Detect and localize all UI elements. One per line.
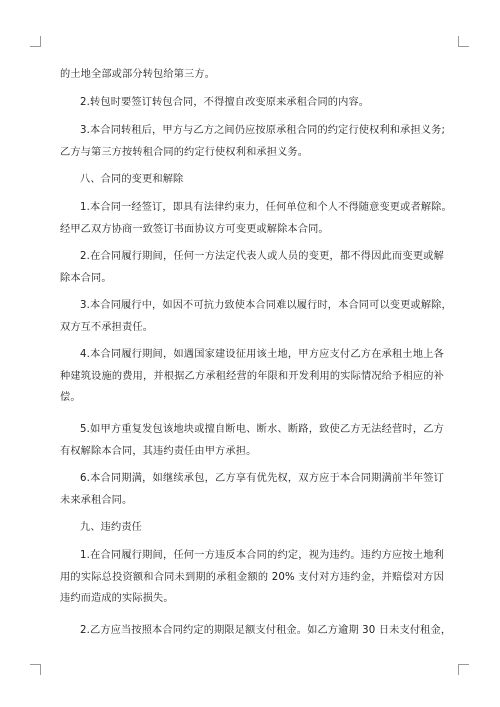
text-line: 1.本合同一经签订，即具有法律约束力，任何单位和个人不得随意变更或者解除。	[80, 202, 452, 213]
text-line: 乙方与第三方按转租合同的约定行使权利和承担义务。	[60, 146, 309, 158]
text-line: 偿。	[60, 392, 81, 403]
clause-8-2	[60, 246, 444, 289]
section-heading-9	[60, 517, 444, 539]
clause-9-1	[60, 545, 444, 610]
crop-mark-bottom-left	[30, 664, 41, 675]
heading-text: 九、违约责任	[80, 522, 143, 533]
clause-8-6	[60, 468, 444, 511]
clause-8-1	[60, 197, 452, 240]
clause-8-5	[60, 419, 444, 462]
text-line: 经甲乙双方协商一致签订书面协议方可变更或解除本合同。	[60, 223, 329, 235]
heading-text: 八、合同的变更和解除	[80, 174, 184, 185]
text-line: 6.本合同期满，如继续承包，乙方享有优先权，双方应于本合同期满前半年签订	[80, 473, 444, 484]
text-line: 5.如甲方重复发包该地块或擅自断电、断水、断路，致使乙方无法经营时，乙方	[80, 424, 444, 435]
text-line: 用的实际总投资额和合同未到期的承租金额的 20% 支付对方违约金，并赔偿对方因	[60, 571, 444, 583]
clause-7-3	[60, 120, 444, 163]
clause-8-3	[60, 295, 452, 338]
text-line: 2.乙方应当按照本合同约定的期限足额支付租金。如乙方逾期 30 日未支付租金，	[80, 625, 452, 636]
text-line: 种建筑设施的费用，并根据乙方承租经营的年限和开发利用的实际情况给予相应的补	[60, 370, 444, 382]
text-line: 未来承租合同。	[60, 494, 133, 506]
text-line: 有权解除本合同，其违约责任由甲方承担。	[60, 445, 257, 457]
text-line: 3.本合同履行中，如因不可抗力致使本合同难以履行时，本合同可以变更或解除，	[80, 300, 452, 311]
text-line: 的土地全部或部分转包给第三方。	[60, 69, 216, 80]
text-line: 3.本合同转租后，甲方与乙方之间仍应按原承租合同的约定行使权利和承担义务;	[80, 125, 446, 136]
crop-mark-bottom-right	[458, 664, 469, 675]
text-line: 违约而造成的实际损失。	[60, 593, 174, 604]
section-heading-8	[60, 169, 444, 191]
text-line: 2.转包时要签订转包合同，不得擅自改变原来承租合同的内容。	[80, 97, 370, 108]
text-line: 1.在合同履行期间，任何一方违反本合同的约定，视为违约。违约方应按土地利	[80, 550, 444, 561]
clause-8-4	[60, 344, 444, 409]
text-line: 双方互不承担责任。	[60, 321, 154, 333]
text-line: 2.在合同履行期间，任何一方法定代表人或人员的变更，都不得因此而变更或解	[80, 251, 444, 262]
crop-mark-top-left	[30, 36, 41, 47]
paragraph-continuation	[60, 64, 444, 86]
clause-9-2	[60, 620, 452, 642]
text-line: 除本合同。	[60, 272, 112, 284]
text-line: 4.本合同履行期间，如遇国家建设征用该土地，甲方应支付乙方在承租土地上各	[80, 349, 444, 360]
crop-mark-top-right	[458, 36, 469, 47]
clause-7-2	[60, 92, 444, 114]
